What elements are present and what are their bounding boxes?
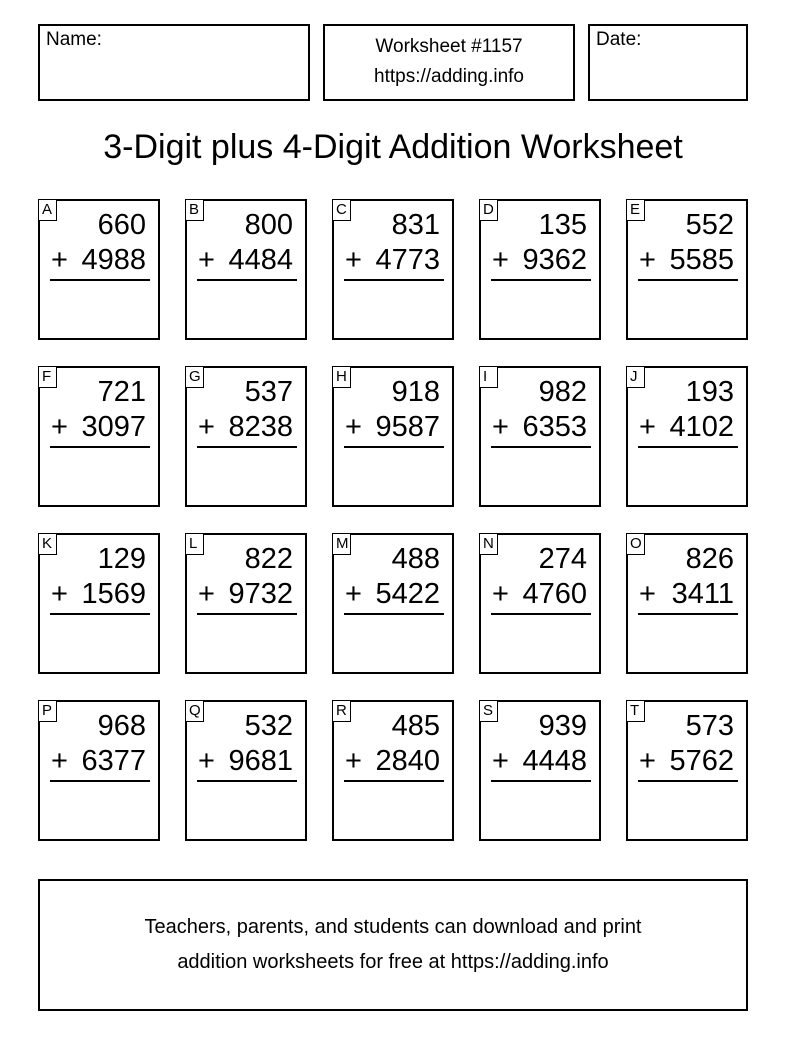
problem-box[interactable] [626,199,748,340]
footer-line-1: Teachers, parents, and students can download and print [144,916,642,938]
plus-sign: + [345,411,362,443]
sum-line [344,613,444,615]
problem-letter: J [626,366,645,388]
plus-sign: + [492,578,509,610]
plus-sign: + [345,244,362,276]
top-addend: 485 [391,710,440,742]
problem-box[interactable] [626,366,748,507]
problem-letter: I [479,366,498,388]
problem-box[interactable] [185,533,307,674]
problem-box[interactable] [38,366,160,507]
plus-sign: + [639,578,656,610]
sum-line [344,780,444,782]
problem-box[interactable] [626,533,748,674]
plus-sign: + [345,578,362,610]
bottom-addend: 4448 [522,745,587,777]
plus-sign: + [198,578,215,610]
sum-line [50,780,150,782]
problem-box[interactable] [479,533,601,674]
sum-line [197,613,297,615]
top-addend: 918 [391,376,440,408]
sum-line [197,780,297,782]
problem-letter: Q [185,700,204,722]
sum-line [197,446,297,448]
bottom-addend: 3097 [81,411,146,443]
sum-line [344,279,444,281]
problem-box[interactable] [626,700,748,841]
sum-line [638,446,738,448]
name-field[interactable] [38,24,310,101]
problem-letter: O [626,533,645,555]
bottom-addend: 2840 [375,745,440,777]
plus-sign: + [345,745,362,777]
bottom-addend: 3411 [671,578,734,610]
top-addend: 939 [538,710,587,742]
problem-box[interactable] [185,366,307,507]
top-addend: 537 [244,376,293,408]
bottom-addend: 4760 [522,578,587,610]
top-addend: 274 [538,543,587,575]
problem-letter: S [479,700,498,722]
bottom-addend: 4484 [228,244,293,276]
problem-letter: P [38,700,57,722]
problem-box[interactable] [332,533,454,674]
problem-letter: K [38,533,57,555]
bottom-addend: 4102 [669,411,734,443]
footer-line-2: addition worksheets for free at https://adding.info [177,951,609,973]
bottom-addend: 9681 [228,745,293,777]
bottom-addend: 8238 [228,411,293,443]
problem-letter: G [185,366,204,388]
problem-box[interactable] [479,366,601,507]
problem-box[interactable] [38,533,160,674]
top-addend: 800 [244,209,293,241]
problem-box[interactable] [332,199,454,340]
bottom-addend: 6377 [81,745,146,777]
top-addend: 573 [685,710,734,742]
sum-line [638,279,738,281]
top-addend: 135 [538,209,587,241]
plus-sign: + [51,745,68,777]
plus-sign: + [51,578,68,610]
problem-letter: E [626,199,645,221]
problem-box[interactable] [332,366,454,507]
problem-letter: A [38,199,57,221]
date-label: Date: [596,29,642,50]
sum-line [491,780,591,782]
sum-line [638,613,738,615]
problem-letter: N [479,533,498,555]
problem-box[interactable] [185,700,307,841]
plus-sign: + [492,244,509,276]
worksheet-info-box [323,24,575,101]
problem-letter: L [185,533,204,555]
worksheet-number: Worksheet #1157 [375,36,523,57]
problem-box[interactable] [185,199,307,340]
bottom-addend: 6353 [522,411,587,443]
top-addend: 822 [244,543,293,575]
sum-line [50,279,150,281]
date-field[interactable] [588,24,748,101]
top-addend: 982 [538,376,587,408]
top-addend: 660 [97,209,146,241]
problem-letter: B [185,199,204,221]
top-addend: 721 [97,376,146,408]
bottom-addend: 9732 [228,578,293,610]
sum-line [638,780,738,782]
problem-box[interactable] [38,700,160,841]
plus-sign: + [198,244,215,276]
top-addend: 826 [685,543,734,575]
bottom-addend: 5422 [375,578,440,610]
problem-box[interactable] [38,199,160,340]
name-label: Name: [46,29,102,50]
plus-sign: + [198,411,215,443]
top-addend: 552 [685,209,734,241]
bottom-addend: 5762 [669,745,734,777]
bottom-addend: 4773 [375,244,440,276]
top-addend: 968 [97,710,146,742]
footer-box [38,879,748,1011]
plus-sign: + [198,745,215,777]
plus-sign: + [639,244,656,276]
top-addend: 831 [391,209,440,241]
sum-line [491,446,591,448]
top-addend: 488 [391,543,440,575]
top-addend: 193 [685,376,734,408]
top-addend: 532 [244,710,293,742]
sum-line [50,613,150,615]
bottom-addend: 1569 [81,578,146,610]
plus-sign: + [51,411,68,443]
top-addend: 129 [97,543,146,575]
sum-line [491,613,591,615]
bottom-addend: 4988 [81,244,146,276]
sum-line [197,279,297,281]
problem-letter: F [38,366,57,388]
bottom-addend: 9362 [522,244,587,276]
problem-letter: D [479,199,498,221]
plus-sign: + [639,745,656,777]
sum-line [50,446,150,448]
sum-line [491,279,591,281]
problem-letter: C [332,199,351,221]
sum-line [344,446,444,448]
problem-box[interactable] [479,199,601,340]
bottom-addend: 5585 [669,244,734,276]
problem-letter: R [332,700,351,722]
worksheet-title: 3-Digit plus 4-Digit Addition Worksheet [103,128,683,166]
site-url: https://adding.info [374,66,524,87]
plus-sign: + [51,244,68,276]
problem-letter: H [332,366,351,388]
problem-letter: M [332,533,351,555]
problem-box[interactable] [332,700,454,841]
plus-sign: + [492,745,509,777]
plus-sign: + [492,411,509,443]
plus-sign: + [639,411,656,443]
bottom-addend: 9587 [375,411,440,443]
problem-letter: T [626,700,645,722]
problem-box[interactable] [479,700,601,841]
